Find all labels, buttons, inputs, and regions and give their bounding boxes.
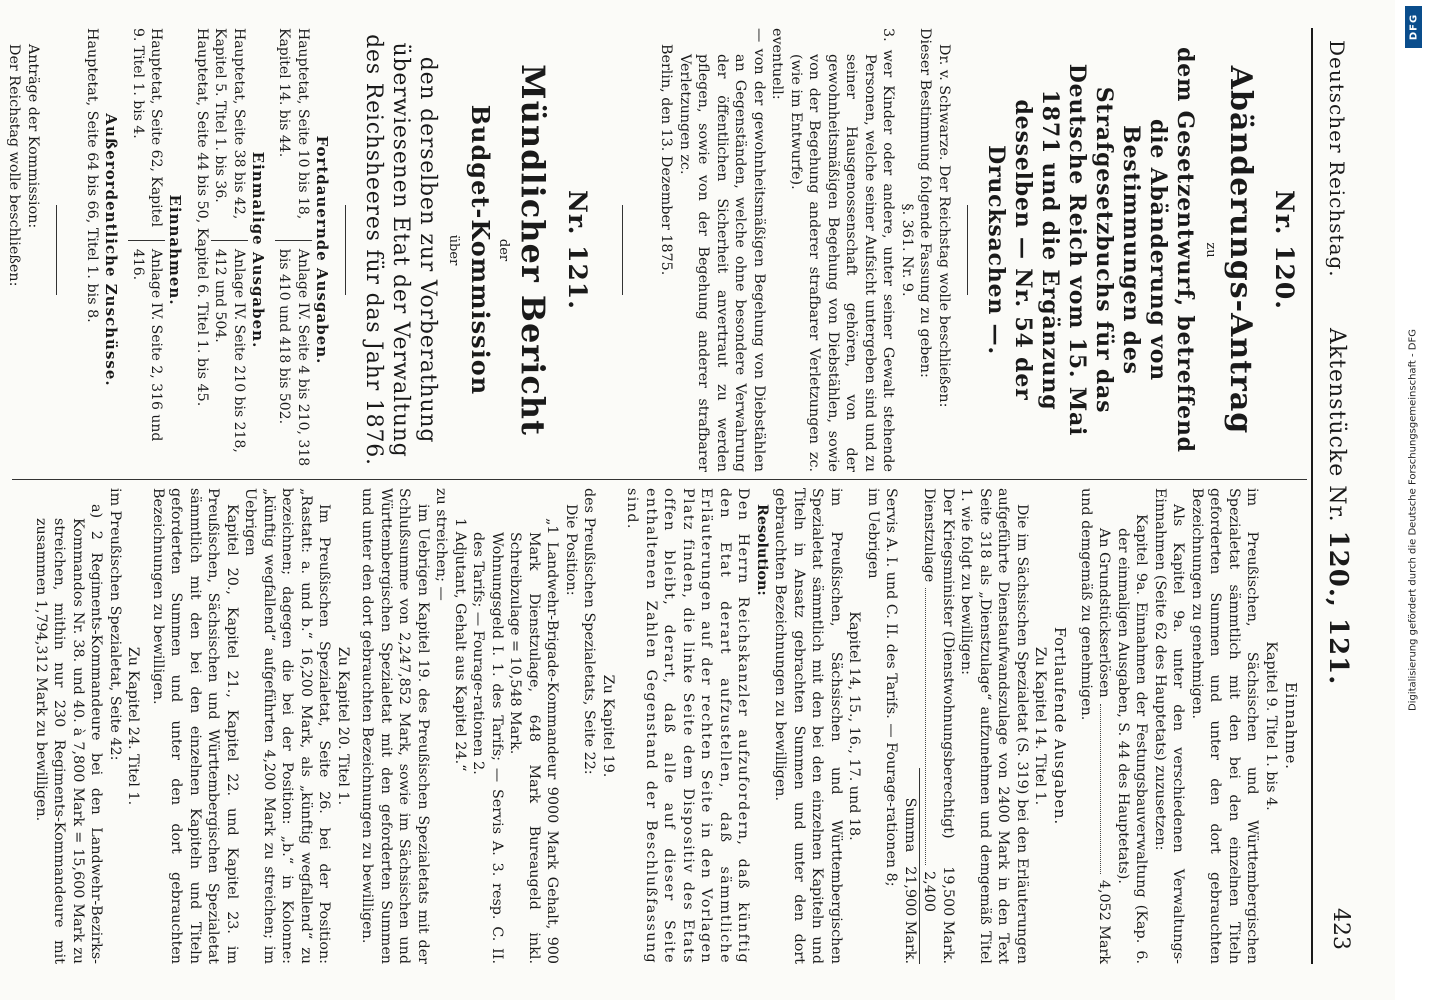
paragraph-kapitel19: im Uebrigen Kapitel 19. des Preußischen Spezialetats mit der Schlußsumme von 2,247,852 Mark, sowie im Sächsischen und Württembergischen Spezialetat mit den geforderten Summen und unter den dort gebrauchten Bezeichnungen zu bewilligen.	[359, 488, 431, 964]
kriegsminister-label: Der Kriegsminister (Dienstwohnungsberechtigt)	[940, 488, 956, 839]
doc120-paragraph-ref: §. 361. Nr. 9.	[899, 203, 915, 297]
zuschuesse-line: Hauptetat, Seite 64 bis 66, Titel 1. bis 8.	[84, 28, 101, 323]
grundstueckserloese-label: An Grundstückserlösen	[1096, 528, 1113, 698]
budget-row-right: Anlage IV. Seite 4 bis 210, 318 bis 410 und 418 bis 502.	[276, 248, 311, 467]
doc120-zu: zu	[1203, 242, 1218, 258]
section-einmalige-ausgaben: Einmalige Ausgaben.	[249, 151, 267, 349]
budget-row-right: Anlage IV. Seite 2, 316 und 416.	[130, 248, 165, 442]
separator-rule	[967, 205, 968, 295]
genehmigen-line: und demgemäß zu genehmigen.	[1078, 488, 1094, 721]
doc121-ueber: über	[446, 234, 461, 266]
page-number: 423	[1328, 908, 1353, 950]
doc121-number: Nr. 121.	[563, 189, 592, 311]
im-uebrigen-line: im Uebrigen	[865, 488, 881, 579]
kapitel14-18-ref: Kapitel 14, 15., 16., 17. und 18.	[846, 611, 863, 841]
header-document-numbers	[1323, 328, 1353, 685]
kapitel9-ref: Kapitel 9. Titel 1. bis 4.	[1263, 641, 1279, 811]
doc120-title: Abänderungs-Antrag	[1223, 65, 1258, 435]
doc120-instruction: Dieser Bestimmung folgende Fassung zu geben:	[917, 28, 934, 378]
resolution-heading: Resolution:	[754, 504, 770, 596]
reichstag-resolve-label: Der Reichstag wolle beschließen:	[6, 44, 23, 287]
streichen-line: zu streichen; —	[433, 488, 450, 601]
resolution-text: Den Herrn Reichskanzler aufzufordern, daß künftig den Etat derart aufzustellen, daß sämmtliche Erläuterungen auf der rechten Seite in den Vorlagen Platz finden, die linke Seite dem Dispositiv des Etats offen bleibt, derart, daß alle auf dieser Seite enthaltenen Zahlen Gegenstand der Beschlußfassung sind.	[624, 488, 752, 964]
budget-row-right: Anlage IV. Seite 210 bis 218, 412 und 504.	[212, 248, 247, 453]
kapitel24-source: im Preußischen Spezialetat, Seite 42:	[107, 488, 123, 761]
kriegsminister-amount: 19,500 Mark.	[940, 866, 956, 964]
summa-label: Summa	[902, 797, 918, 853]
grundstueckserloese-amount: 4,052 Mark	[1096, 879, 1113, 964]
paragraph-dienstzulage: Die im Sächsischen Spezialetat (S. 319) bei den Erläuterungen aufgeführte Dienstaufwandszulage von 2400 Mark in den Text Seite 318 als „Dienstzulage“ aufzunehmen und demgemäß Titel 1. wie folgt zu bewilligen:	[958, 488, 1030, 964]
doc120-eventuell: eventuell:	[769, 28, 786, 100]
budget-row	[211, 28, 248, 472]
right-column	[12, 488, 1307, 964]
header-publication: Deutscher Reichstag.	[1325, 40, 1349, 278]
doc120-subject: dem Gesetzentwurf, betreffend die Abänderung von Bestimmungen des Strafgesetzbuchs für das Deutsche Reich vom 15. Mai 1871 und die Ergänzung desselben — Nr. 54 der Drucksachen —.	[983, 47, 1198, 453]
section-ausserordentliche-zuschuesse: Außerordentliche Zuschüsse.	[102, 113, 121, 387]
position-entry-adjutant: 1 Adjutant, Gehalt aus Kapitel 24.“	[452, 518, 468, 772]
einnahme-heading: Einnahme.	[1282, 682, 1298, 770]
column-divider	[12, 479, 1307, 480]
doc121-subject: den derselben zur Vorberathung überwiesenen Etat der Verwaltung des Reichsheeres für das Jahr 1876.	[361, 34, 440, 466]
section-einnahmen: Einnahmen.	[166, 194, 185, 306]
header-prefix: Aktenstücke Nr.	[1324, 328, 1349, 523]
kapitel14-ref: Zu Kapitel 14. Titel 1.	[1032, 646, 1049, 806]
kapitel24-ref: Zu Kapitel 24. Titel 1.	[125, 646, 142, 806]
budget-row-left: Hauptetat, Seite 38 bis 42, Kapitel 5. Titel 1. bis 36.	[211, 28, 248, 241]
paragraph-kapitel14-18: im Preußischen, Sächsischen und Württembergischen Spezialetat sämmtlich mit den bei den einzelnen Kapiteln und Titeln in Ansatz gebrachten Summen und unter den dort gebrauchten Bezeichnungen zu bewilligen.	[772, 488, 844, 964]
doc121-der: der	[496, 238, 511, 262]
grundstueckserloese-row	[1095, 488, 1114, 964]
summa-row	[901, 488, 920, 964]
doc120-date: Berlin, den 13. Dezember 1875.	[658, 44, 675, 276]
dfg-logo	[1405, 6, 1422, 48]
header-numbers: 120., 121.	[1323, 530, 1353, 686]
paragraph-kapitel20-23: Kapitel 20., Kapitel 21., Kapitel 22. und Kapitel 23. im Preußischen, Sächsischen und Württembergischen Spezialetat sämmtlich mit den bei den einzelnen Kapiteln und Titeln geforderten Summen und unter den dort gebrauchten Bezeichnungen zu bewilligen.	[150, 488, 240, 964]
dfg-logo-text: DFG	[1408, 13, 1419, 41]
position-entry-tarif: Wohnungsgeld I. 1. des Tarifs; — Servis A. 3. resp. C. II. des Tarifs; — Fourage-rationen 2.	[470, 532, 505, 964]
digitization-credit: Digitalisierung gefördert durch die Deutsche Forschungsgemeinschaft - DFG	[1407, 329, 1419, 712]
dienstzulage-amount: 2,400	[921, 871, 938, 912]
fortlaufende-ausgaben-heading: Fortlaufende Ausgaben.	[1051, 626, 1068, 826]
doc120-alternative: — von der gewohnheitsmäßigen Begehung von Diebstählen an Gegenständen, welche ohne besondere Verwahrung der öffentlichen Sicherheit anvertraut zu werden pflegen, sowie von der Begehung anderer strafbarer Verletzungen zc.	[677, 28, 767, 472]
leader-dots	[1100, 704, 1114, 874]
paragraph-kapitel9a: Als Kapitel 9a. unter den verschiedenen Verwaltungs-Einnahmen (Seite 62 des Hauptetats) zuzusetzen:	[1152, 488, 1187, 964]
budget-row-left: Hauptetat, Seite 62, Kapitel 9. Titel 1. bis 4.	[129, 28, 166, 241]
separator-rule	[622, 205, 623, 295]
dienstzulage-label: Dienstzulage	[921, 488, 938, 583]
doc120-number: Nr. 120.	[1270, 189, 1299, 311]
summa-amount: 21,900 Mark.	[902, 866, 918, 964]
budget-row	[275, 28, 312, 472]
kapitel19-source: des Preußischen Spezialetats, Seite 22:	[581, 488, 598, 775]
budget-row-left: Hauptetat, Seite 10 bis 18, Kapitel 14. bis 44.	[275, 28, 312, 241]
position-label: Die Position:	[563, 504, 579, 596]
dienstzulage-row	[920, 488, 939, 964]
doc120-item3: 3. wer Kinder oder andere, unter seiner Gewalt stehende Personen, welche seiner Aufsicht untergeben sind und zu seiner Hausgenossenschaft gehören, von der gewohnheitsmäßigen Begehung von Diebstählen, sowie von der Begehung anderer strafbarer Verletzungen zc. (wie im Entwurfe).	[788, 28, 897, 472]
separator-rule	[345, 205, 346, 295]
leader-dots	[925, 588, 939, 865]
kapitel9a-entry: Kapitel 9a. Einnahmen der Festungsbauverwaltung (Kap. 6. der einmaligen Ausgaben, S. 44 des Hauptetats).	[1115, 514, 1150, 964]
paragraph-kapitel24: a) 2 Regiments-Kommandeure bei den Landwehr-Bezirks-Kommandos Nr. 38. und 40. à 7,800 Mark = 15,600 Mark zu streichen, mithin nur 230 Regiments-Kommandeure mit zusammen 1,794,312 Mark zu bewilligen.	[33, 504, 105, 964]
paragraph-einnahme: im Preußischen, Sächsischen und Württembergischen Spezialetat sämmtlich mit den bei den einzelnen Titeln geforderten Summen und unter den dort gebrauchten Bezeichnungen zu genehmigen.	[1189, 488, 1261, 964]
doc121-commission: Budget-Kommission	[466, 104, 495, 396]
budget-row	[129, 28, 166, 472]
section-fortdauernde-ausgaben: Fortdauernde Ausgaben.	[313, 135, 331, 365]
page-header	[1311, 28, 1363, 964]
servis-line: Servis A. I. und C. II. des Tarifs. — Fourage-rationen 8;	[883, 488, 900, 887]
doc120-mover: Dr. v. Schwarze. Der Reichstag wolle beschließen:	[936, 44, 952, 408]
kapitel19-ref: Zu Kapitel 19.	[600, 674, 616, 778]
commission-motions-label: Anträge der Kommission:	[25, 44, 41, 229]
paragraph-kapitel20: Im Preußischen Spezialetat, Seite 26. bei der Position: „Rastatt: a. und b.“ 16,200 Mark, als „künftig wegfallend“ zu bezeichnen; dagegen die bei der Position: „b.“ in Kolonne: „künftig wegfallend“ aufgeführten 4,200 Mark zu streichen; im Uebrigen	[242, 488, 333, 964]
doc121-title: Mündlicher Bericht	[514, 64, 552, 436]
position-entry: „1 Landwehr-Brigade-Kommandeur 9000 Mark Gehalt, 900 Mark Dienstzulage, 648 Mark Bureaugeld inkl. Schreibzulage = 10,548 Mark.	[507, 518, 561, 964]
left-column	[6, 28, 1307, 472]
kriegsminister-row	[939, 488, 958, 964]
kapitel20-ref: Zu Kapitel 20. Titel 1.	[335, 646, 351, 806]
separator-rule	[56, 205, 57, 295]
budget-row-single: Hauptetat, Seite 44 bis 50, Kapitel 6. Titel 1. bis 45.	[194, 28, 210, 407]
digitization-strip	[1395, 0, 1432, 1000]
